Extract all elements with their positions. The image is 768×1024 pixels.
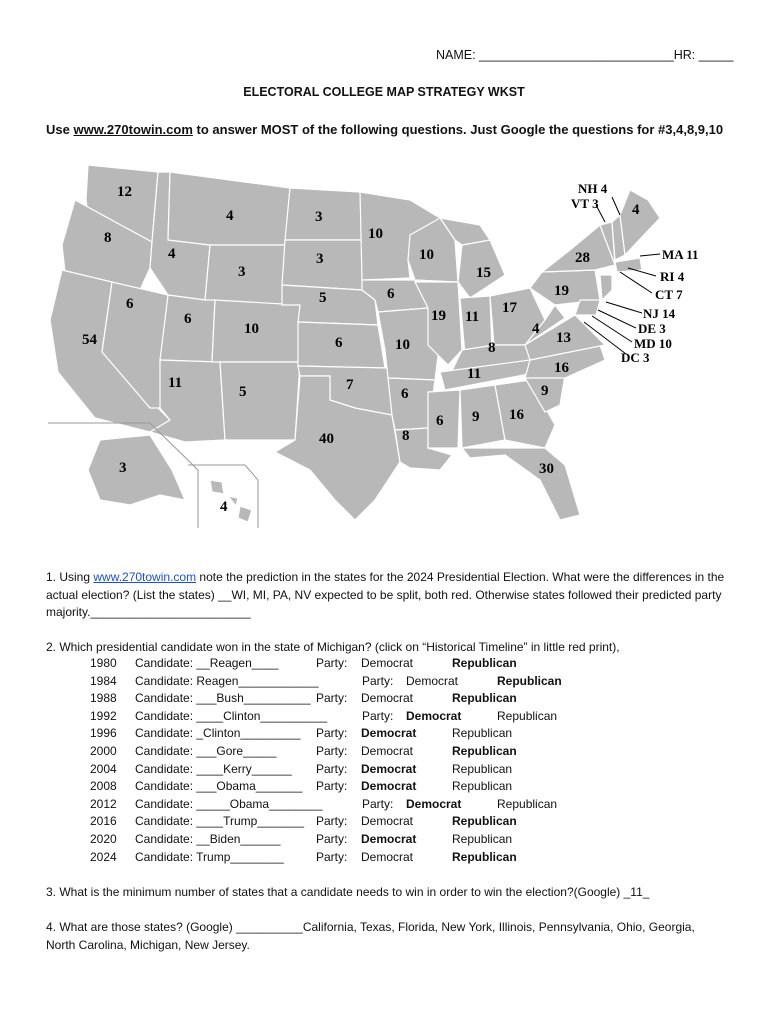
- party-democrat: Democrat: [361, 744, 414, 758]
- label-va: 13: [556, 330, 571, 346]
- party-republican: Republican: [497, 673, 562, 688]
- result-row: [0, 674, 768, 691]
- q1-before: 1. Using: [46, 570, 94, 584]
- party: Party:: [316, 726, 348, 741]
- label-ne: 5: [319, 290, 327, 306]
- party: Party:: [316, 691, 348, 706]
- state-me: [620, 190, 660, 255]
- party: Party:: [316, 814, 348, 829]
- label-nd: 3: [315, 209, 323, 225]
- candidate: Candidate: Trump________: [135, 849, 284, 864]
- label-nm: 5: [239, 384, 247, 400]
- state-ms: [428, 390, 460, 448]
- label-wy: 3: [238, 264, 246, 280]
- year: 2012: [90, 796, 117, 811]
- year: 1992: [90, 708, 117, 723]
- state-ak: [88, 435, 185, 505]
- year: 2020: [90, 832, 117, 846]
- party-republican: Republican: [452, 814, 517, 829]
- label-mo: 10: [395, 337, 410, 353]
- label-oh: 17: [502, 300, 517, 316]
- state-az: [150, 360, 225, 442]
- label-il: 19: [431, 308, 446, 324]
- year: 1996: [90, 726, 117, 741]
- candidate: Candidate: ___Gore_____: [135, 744, 277, 758]
- label-tx: 40: [319, 431, 334, 447]
- party-republican: Republican: [452, 656, 517, 670]
- result-row: [0, 762, 768, 779]
- label-ms: 6: [436, 413, 444, 429]
- label-nv: 6: [126, 296, 134, 312]
- label-co: 10: [244, 321, 259, 337]
- party-republican: Republican: [452, 726, 513, 741]
- party-republican: Republican: [452, 744, 517, 758]
- candidate: Candidate: ___Obama_______: [135, 779, 303, 794]
- label-ia: 6: [387, 286, 395, 302]
- party-republican: Republican: [452, 849, 517, 864]
- party-democrat: Democrat: [361, 814, 414, 829]
- label-mn: 10: [368, 226, 383, 242]
- label-id: 4: [168, 246, 176, 262]
- result-row: [0, 797, 768, 814]
- label-sd: 3: [316, 251, 324, 267]
- label-ga: 16: [509, 407, 524, 423]
- party: Party:: [316, 832, 348, 846]
- result-row: [0, 656, 768, 673]
- party: Party:: [316, 779, 348, 794]
- label-tn: 11: [467, 366, 482, 382]
- candidate: Candidate: ___Bush__________: [135, 691, 311, 706]
- state-nm: [220, 362, 300, 440]
- label-wi: 10: [419, 247, 434, 263]
- party-democrat: Democrat: [361, 691, 414, 706]
- state-fl: [462, 448, 580, 520]
- label-ks: 6: [335, 335, 343, 351]
- label-wa: 12: [117, 184, 132, 200]
- year: 1980: [90, 656, 117, 670]
- candidate: Candidate: _____Obama________: [135, 796, 323, 811]
- callout-dc: DC 3: [621, 350, 650, 365]
- result-row: [0, 832, 768, 849]
- label-or: 8: [104, 230, 112, 246]
- party: Party:: [316, 849, 348, 864]
- callout-de: DE 3: [638, 321, 666, 336]
- label-sc: 9: [541, 383, 549, 399]
- state-ut: [160, 295, 215, 362]
- party-democrat: Democrat: [361, 656, 414, 670]
- page-title: ELECTORAL COLLEGE MAP STRATEGY WKST: [243, 85, 525, 99]
- callout-md: MD 10: [634, 336, 672, 351]
- question-3: 3. What is the minimum number of states that a candidate needs to win in order to win the election?(Google) _11_: [46, 885, 650, 899]
- result-row: [0, 691, 768, 708]
- party-republican: Republican: [452, 761, 513, 776]
- party-democrat: Democrat: [361, 761, 417, 776]
- party: Party:: [362, 708, 394, 723]
- result-row: [0, 709, 768, 726]
- result-row: [0, 850, 768, 867]
- state-nd: [285, 188, 362, 240]
- label-mi: 15: [476, 265, 491, 281]
- candidate: Candidate: _Clinton_________: [135, 726, 301, 741]
- label-la: 8: [402, 428, 410, 444]
- label-in: 11: [465, 309, 480, 325]
- result-row: [0, 744, 768, 761]
- year: 1984: [90, 673, 117, 688]
- label-me: 4: [632, 202, 640, 218]
- label-ny: 28: [575, 250, 590, 266]
- year: 1988: [90, 691, 117, 706]
- party-democrat: Democrat: [406, 796, 462, 811]
- candidate: Candidate: __Reagen____: [135, 656, 279, 670]
- label-mt: 4: [226, 208, 234, 224]
- question-1: [46, 569, 726, 622]
- party-democrat: Democrat: [361, 726, 417, 741]
- label-ok: 7: [346, 377, 354, 393]
- party-republican: Republican: [452, 691, 517, 706]
- party: Party:: [362, 796, 394, 811]
- name-hr-line: NAME: ____________________________HR: _____: [436, 48, 734, 62]
- state-md: [575, 300, 600, 315]
- state-hi: [210, 480, 252, 522]
- callout-vt: VT 3: [571, 196, 599, 211]
- label-wv: 4: [532, 321, 540, 337]
- label-ky: 8: [488, 340, 496, 356]
- question-4: 4. What are those states? (Google) __________California, Texas, Florida, New York, Illinois, Pennsylvania, Ohio, Georgia, North Carolina, Michigan, New Jersey.: [46, 920, 695, 952]
- instructions: [46, 121, 726, 139]
- year: 2008: [90, 779, 117, 794]
- electoral-map: [40, 160, 730, 532]
- label-pa: 19: [554, 283, 569, 299]
- question-2: 2. Which presidential candidate won in the state of Michigan? (click on “Historical Timeline” in little red print),: [46, 640, 620, 654]
- party-democrat: Democrat: [361, 779, 417, 794]
- label-az: 11: [168, 375, 183, 391]
- party-democrat: Democrat: [361, 849, 414, 864]
- party: Party:: [316, 656, 348, 670]
- state-ma: [615, 258, 642, 272]
- callout-nj: NJ 14: [643, 306, 676, 321]
- state-nj: [600, 275, 612, 300]
- label-fl: 30: [539, 461, 554, 477]
- party-democrat: Democrat: [406, 708, 462, 723]
- callout-ma: MA 11: [662, 247, 699, 262]
- q1-after: note the prediction in the states for the 2024 Presidential Election. What were the differences in the actual election? (List the states) __WI, MI, PA, NV expected to be split, both red. Otherwise states followed their predicted party majority.________________________: [46, 570, 725, 619]
- callout-ct: CT 7: [655, 287, 683, 302]
- party: Party:: [362, 673, 394, 688]
- candidate: Candidate: ____Trump_______: [135, 814, 305, 829]
- instructions-link[interactable]: www.270towin.com: [73, 122, 193, 137]
- candidate: Candidate: Reagen____________: [135, 673, 319, 688]
- label-ak: 3: [119, 460, 127, 476]
- party-republican: Republican: [452, 779, 513, 794]
- q1-link[interactable]: www.270towin.com: [93, 570, 197, 584]
- party: Party:: [316, 744, 348, 758]
- party-republican: Republican: [497, 708, 558, 723]
- candidate: Candidate: ____Kerry______: [135, 761, 292, 776]
- label-hi: 4: [220, 499, 228, 515]
- label-al: 9: [472, 409, 480, 425]
- party-republican: Republican: [497, 796, 558, 811]
- year: 2024: [90, 849, 117, 864]
- callout-nh: NH 4: [578, 181, 608, 196]
- year: 2000: [90, 744, 117, 758]
- label-ar: 6: [401, 386, 409, 402]
- callout-ri: RI 4: [660, 269, 685, 284]
- year: 2016: [90, 814, 117, 829]
- label-ut: 6: [184, 311, 192, 327]
- party-republican: Republican: [452, 832, 513, 846]
- party: Party:: [316, 761, 348, 776]
- party-democrat: Democrat: [361, 832, 417, 846]
- year: 2004: [90, 761, 117, 776]
- result-row: [0, 779, 768, 796]
- candidate: Candidate: ____Clinton__________: [135, 708, 328, 723]
- candidate: Candidate: __Biden______: [135, 832, 281, 846]
- result-row: [0, 726, 768, 743]
- instructions-after: to answer MOST of the following questions. Just Google the questions for #3,4,8,9,10: [192, 122, 724, 137]
- result-row: [0, 814, 768, 831]
- label-ca: 54: [82, 332, 97, 348]
- label-nc: 16: [554, 360, 569, 376]
- party-democrat: Democrat: [406, 673, 459, 688]
- instructions-before: Use: [46, 122, 74, 137]
